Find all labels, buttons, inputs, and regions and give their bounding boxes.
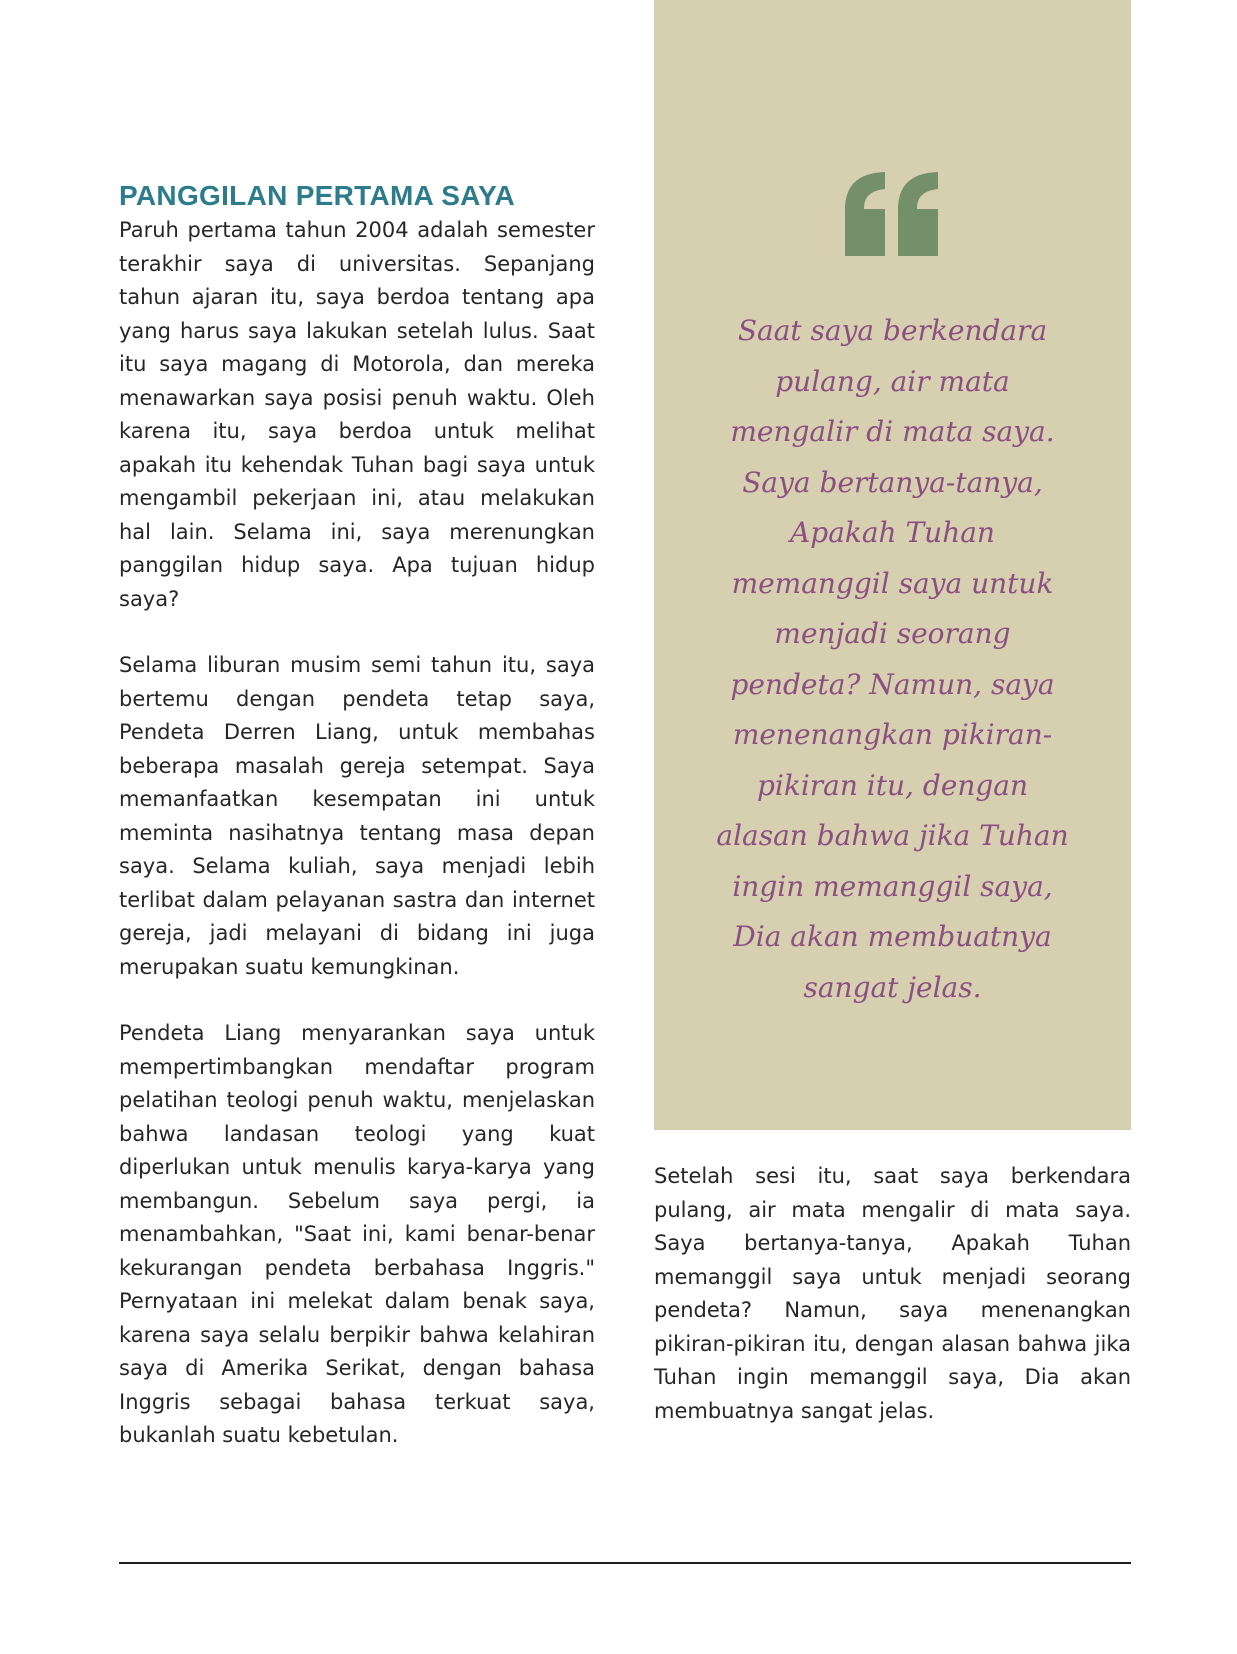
footer-divider [119,1562,1131,1564]
paragraph-1: Paruh pertama tahun 2004 adalah semester terakhir saya di universitas. Sepanjang tahun ajaran itu, saya berdoa tentang apa yang harus saya lakukan setelah lulus. Saat itu saya magang di Motorola, dan mereka menawarkan saya posisi penuh waktu. Oleh karena itu, saya berdoa untuk melihat apakah itu kehendak Tuhan bagi saya untuk mengambil pekerjaan ini, atau melakukan hal lain. Selama ini, saya merenungkan panggilan hidup saya. Apa tujuan hidup saya? [119,218,595,611]
paragraph-2: Selama liburan musim semi tahun itu, saya bertemu dengan pendeta tetap saya, Pendeta Derren Liang, untuk membahas beberapa masalah gereja setempat. Saya memanfaatkan kesempatan ini untuk meminta nasihatnya tentang masa depan saya. Selama kuliah, saya menjadi lebih terlibat dalam pelayanan sastra dan internet gereja, jadi melayani di bidang ini juga merupakan suatu kemungkinan. [119,653,595,979]
paragraph-3: Pendeta Liang menyarankan saya untuk mempertimbangkan mendaftar program pelatihan teologi penuh waktu, menjelaskan bahwa landasan teologi yang kuat diperlukan untuk menulis karya-karya yang membangun. Sebelum saya pergi, ia menambahkan, "Saat ini, kami benar-benar kekurangan pendeta berbahasa Inggris." Pernyataan ini melekat dalam benak saya, karena saya selalu berpikir bahwa kelahiran saya di Amerika Serikat, dengan bahasa Inggris sebagai bahasa terkuat saya, bukanlah suatu kebetulan. [119,1021,595,1447]
article-left-column [119,178,595,1453]
pullquote-panel [654,0,1131,1130]
section-heading: PANGGILAN PERTAMA SAYA [119,180,516,211]
quotation-mark-icon [654,172,1131,256]
paragraph-4: Setelah sesi itu, saat saya berkendara pulang, air mata mengalir di mata saya. Saya bertanya-tanya, Apakah Tuhan memanggil saya untuk menjadi seorang pendeta? Namun, saya menenangkan pikiran-pikiran itu, dengan alasan bahwa jika Tuhan ingin memanggil saya, Dia akan membuatnya sangat jelas. [654,1164,1131,1423]
article-right-column [654,1160,1131,1428]
pullquote-text: Saat saya berkendara pulang, air mata mengalir di mata saya. Saya bertanya-tanya, Apakah Tuhan memanggil saya untuk menjadi seorang pendeta? Namun, saya menenangkan pikiran-pikiran itu, dengan alasan bahwa jika Tuhan ingin memanggil saya, Dia akan membuatnya sangat jelas. [716,314,1069,1004]
